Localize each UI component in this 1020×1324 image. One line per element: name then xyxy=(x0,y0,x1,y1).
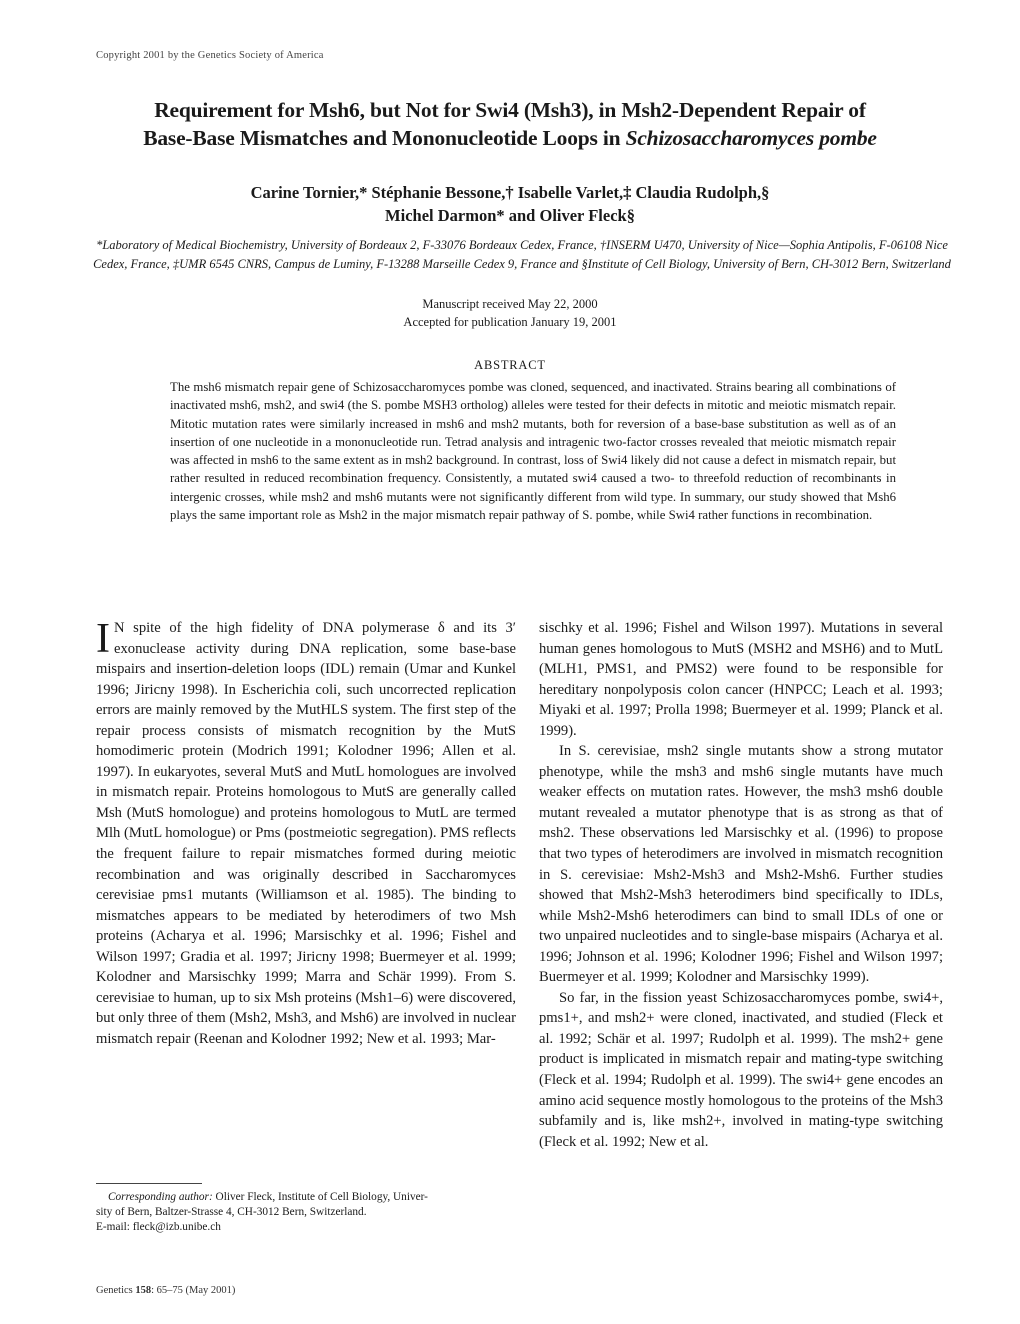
journal-name: Genetics xyxy=(96,1285,136,1296)
corresponding-author-note xyxy=(96,1190,506,1235)
corr-email: E-mail: fleck@izb.unibe.ch xyxy=(96,1221,221,1233)
corr-text-1: Oliver Fleck, Institute of Cell Biology, Univer- xyxy=(212,1191,428,1203)
journal-pages: : 65–75 (May 2001) xyxy=(151,1285,236,1296)
journal-volume: 158 xyxy=(135,1285,152,1296)
body-paragraph xyxy=(96,618,516,1049)
body-column-right xyxy=(539,618,943,1152)
abstract-heading: ABSTRACT xyxy=(474,358,546,372)
abstract-text: The msh6 mismatch repair gene of Schizosaccharomyces pombe was cloned, sequenced, and inactivated. Strains bearing all combinations of inactivated msh6, msh2, and swi4 (the S. pombe MSH3 ortholog) alleles were tested for their defects in mitotic and meiotic mismatch repair. Mitotic mutation rates were similarly increased in msh6 and msh2 mutants, both for reversion of a base-base substitution as well as of an insertion of one nucleotide in a mononucleotide run. Tetrad analysis and intragenic two-factor crosses revealed that meiotic mismatch repair was affected in msh6 to the same extent as in msh2 background. In contrast, loss of Swi4 likely did not cause a defect in mismatch repair, but rather resulted in reduced recombination frequency. Consistently, a mutated swi4 caused a two- to threefold reduction of recombinants in intergenic crosses, while msh2 and msh6 mutants were not significantly different from wild type. In summary, our study showed that Msh6 plays the same important role as Msh2 in the major mismatch repair pathway of S. pombe, while Swi4 rather functions in recombination. xyxy=(170,380,896,523)
article-title xyxy=(60,96,960,152)
authors-line-2: Michel Darmon* and Oliver Fleck§ xyxy=(385,206,635,225)
title-line-2-text: Base-Base Mismatches and Mononucleotide Loops in xyxy=(143,126,626,150)
corr-line-2: sity of Bern, Baltzer-Strasse 4, CH-3012 Bern, Switzerland. xyxy=(96,1206,367,1218)
affiliations: *Laboratory of Medical Biochemistry, University of Bordeaux 2, F-33076 Bordeaux Cedex, France, †INSERM U470, University of Nice—Sophia Antipolis, F-06108 Nice Cedex, France, ‡UMR 6545 CNRS, Campus de Luminy, F-13288 Marseille Cedex 9, France and §Institute of Cell Biology, University of Bern, CH-3012 Bern, Switzerland xyxy=(93,238,951,271)
paragraph-text: N spite of the high fidelity of DNA polymerase δ and its 3′ exonuclease activity during DNA replication, some base-base mispairs and insertion-deletion loops (IDL) remain (Umar and Kunkel 1996; Jiricny 1998). In Escherichia coli, such uncorrected replication errors are mainly removed by the MutHLS system. The first step of the repair process consists of mismatch recognition by the MutS homodimeric protein (Modrich 1991; Kolodner 1996; Allen et al. 1997). In eukaryotes, several MutS and MutL homologues are involved in mismatch repair. Proteins homologous to MutS are generally called Msh (MutS homologue) and proteins homologous to MutL are termed Mlh (MutL homologue) or Pms (postmeiotic segregation). PMS reflects the frequent failure to repair mismatches formed during meiotic recombination and was originally described in Saccharomyces cerevisiae pms1 mutants (Williamson et al. 1985). The binding to mismatches appears to be mediated by heterodimers of two Msh proteins (Acharya et al. 1996; Marsischky et al. 1996; Fishel and Wilson 1997; Gradia et al. 1997; Jiricny 1998; Buermeyer et al. 1999; Kolodner and Marsischky 1999; Marra and Schär 1999). From S. cerevisiae to human, up to six Msh proteins (Msh1–6) were discovered, but only three of them (Msh2, Msh3, and Msh6) are involved in nuclear mismatch repair (Reenan and Kolodner 1992; New et al. 1993; Mar- xyxy=(96,620,516,1047)
manuscript-dates xyxy=(60,295,960,331)
accepted-date: Accepted for publication January 19, 2001 xyxy=(403,315,617,329)
received-date: Manuscript received May 22, 2000 xyxy=(422,297,598,311)
body-column-left xyxy=(96,618,516,1049)
corr-label: Corresponding author: xyxy=(108,1191,213,1203)
authors-line-1: Carine Tornier,* Stéphanie Bessone,† Isabelle Varlet,‡ Claudia Rudolph,§ xyxy=(250,183,770,202)
body-paragraph: So far, in the fission yeast Schizosaccharomyces pombe, swi4+, pms1+, and msh2+ were cloned, inactivated, and studied (Fleck et al. 1992; Schär et al. 1997; Rudolph et al. 1999). The msh2+ gene product is implicated in mismatch repair and mating-type switching (Fleck et al. 1994; Rudolph et al. 1999). The swi4+ gene encodes an amino acid sequence mostly homologous to the proteins of the Msh3 subfamily and is, like msh2+, involved in mating-type switching (Fleck et al. 1992; New et al. xyxy=(539,989,943,1150)
title-line-2 xyxy=(60,124,960,152)
drop-cap: I xyxy=(96,616,110,662)
copyright-notice: Copyright 2001 by the Genetics Society of America xyxy=(96,50,324,61)
corr-line-1 xyxy=(96,1190,506,1205)
author-list xyxy=(60,181,960,227)
footnote-divider xyxy=(96,1183,202,1184)
body-paragraph: In S. cerevisiae, msh2 single mutants show a strong mutator phenotype, while the msh3 and msh6 single mutants have much weaker effects on mutation rates. However, the msh3 msh6 double mutant revealed a mutator phenotype that is as strong as that of msh2. These observations led Marsischky et al. (1996) to propose that two types of heterodimers are involved in mismatch recognition in S. cerevisiae: Msh2-Msh3 and Msh2-Msh6. Further studies showed that Msh2-Msh3 heterodimers bind specifically to IDLs, while Msh2-Msh6 heterodimers can bind to small IDLs of one or two unpaired nucleotides and to single-base mispairs (Acharya et al. 1996; Johnson et al. 1996; Kolodner 1996; Fishel and Wilson 1997; Buermeyer et al. 1999; Kolodner and Marsischky 1999). xyxy=(539,743,943,986)
body-paragraph: sischky et al. 1996; Fishel and Wilson 1997). Mutations in several human genes homologous to MutS (MSH2 and MSH6) and to MutL (MLH1, PMS1, and PMS2) were found to be responsible for hereditary nonpolyposis colon cancer (HNPCC; Leach et al. 1993; Miyaki et al. 1997; Prolla 1998; Buermeyer et al. 1999; Planck et al. 1999). xyxy=(539,620,943,739)
title-species: Schizosaccharomyces pombe xyxy=(625,126,877,150)
journal-citation xyxy=(96,1285,235,1296)
title-line-1: Requirement for Msh6, but Not for Swi4 (Msh3), in Msh2-Dependent Repair of xyxy=(154,98,866,122)
